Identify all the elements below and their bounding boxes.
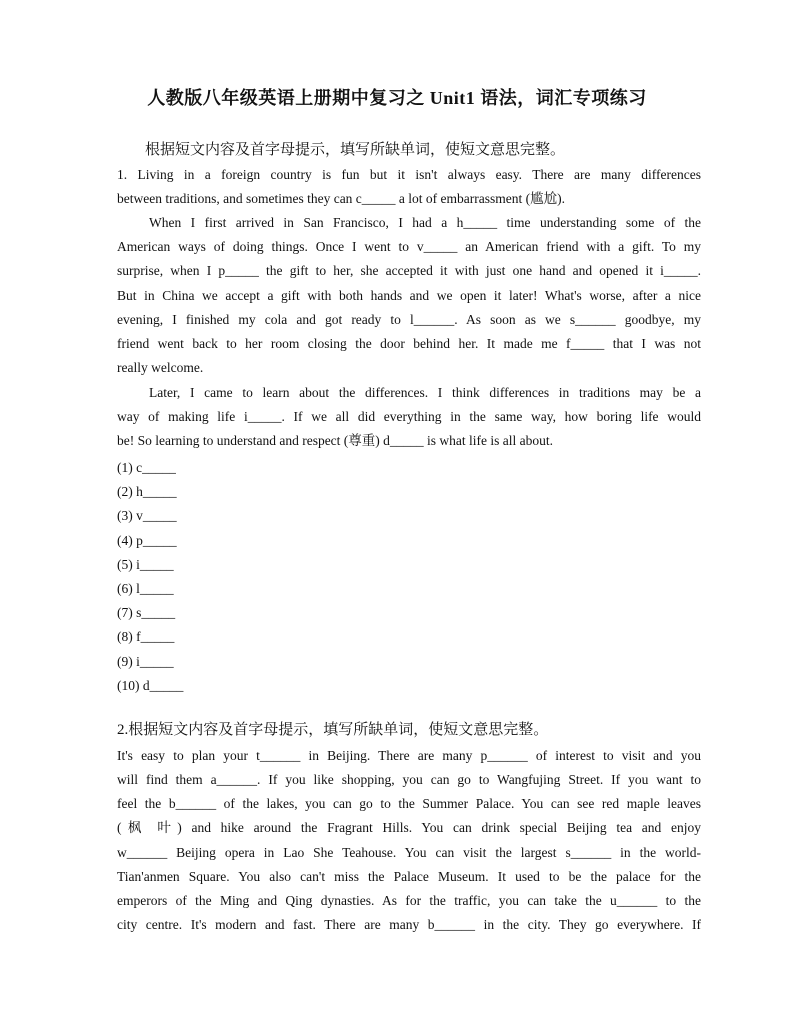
answer-blank-3[interactable]: (3) v_____ bbox=[117, 508, 177, 524]
answer-blank-2[interactable]: (2) h_____ bbox=[117, 484, 177, 500]
passage2-line: It's easy to plan your t______ in Beijing. There are many p______ of interest to visit and you bbox=[117, 748, 701, 763]
answer-blank-8[interactable]: (8) f_____ bbox=[117, 629, 175, 645]
passage2-line: will find them a______. If you like shopping, you can go to Wangfujing Street. If you want to bbox=[117, 772, 701, 787]
answer-blank-9[interactable]: (9) i_____ bbox=[117, 653, 174, 669]
passage1-line: But in China we accept a gift with both hands and we open it later! What's worse, after a nice bbox=[117, 288, 701, 303]
answer-blank-4[interactable]: (4) p_____ bbox=[117, 532, 177, 548]
passage1-line: surprise, when I p_____ the gift to her, she accepted it with just one hand and opened it i_____. bbox=[117, 263, 701, 278]
passage2-line: w______ Beijing opera in Lao She Teahouse. You can visit the largest s______ in the world- bbox=[117, 845, 701, 860]
passage2-line: (枫 叶) and hike around the Fragrant Hills. You can drink special Beijing tea and enjoy bbox=[117, 820, 701, 835]
passage1-line: When I first arrived in San Francisco, I had a h_____ time understanding some of the bbox=[149, 215, 701, 230]
passage1-line: 1. Living in a foreign country is fun but it isn't always easy. There are many differences bbox=[117, 167, 701, 182]
passage2-line: city centre. It's modern and fast. There are many b______ in the city. They go everywhere. If bbox=[117, 917, 701, 932]
passage1-line: between traditions, and sometimes they can c_____ a lot of embarrassment (尴尬). bbox=[117, 191, 565, 206]
page-title: 人教版八年级英语上册期中复习之 Unit1 语法，词汇专项练习 bbox=[147, 88, 647, 108]
passage1-line: friend went back to her room closing the door behind her. It made me f_____ that I was not bbox=[117, 336, 701, 351]
passage1-line: evening, I finished my cola and got ready to l______. As soon as we s______ goodbye, my bbox=[117, 312, 701, 327]
passage2-line: emperors of the Ming and Qing dynasties. As for the traffic, you can take the u______ to the bbox=[117, 893, 701, 908]
answer-blank-5[interactable]: (5) i_____ bbox=[117, 556, 174, 572]
passage1-line: be! So learning to understand and respect (尊重) d_____ is what life is all about. bbox=[117, 433, 554, 448]
section1-instruction: 根据短文内容及首字母提示，填写所缺单词，使短文意思完整。 bbox=[145, 142, 566, 158]
answer-blank-10[interactable]: (10) d_____ bbox=[117, 677, 184, 693]
passage2-line: Tian'anmen Square. You also can't miss the Palace Museum. It used to be the palace for the bbox=[117, 869, 701, 884]
answer-blank-7[interactable]: (7) s_____ bbox=[117, 605, 176, 621]
passage2-line: feel the b______ of the lakes, you can go to the Summer Palace. You can see red maple leaves bbox=[117, 796, 701, 811]
passage1-line: American ways of doing things. Once I went to v_____ an American friend with a gift. To my bbox=[117, 239, 701, 254]
answer-blank-1[interactable]: (1) c_____ bbox=[117, 460, 176, 475]
answer-blank-6[interactable]: (6) l_____ bbox=[117, 580, 174, 596]
passage1-line: way of making life i_____. If we all did everything in the same way, how boring life would bbox=[117, 409, 701, 424]
answer-list bbox=[117, 458, 183, 700]
section2-instruction: 2.根据短文内容及首字母提示，填写所缺单词，使短文意思完整。 bbox=[117, 722, 549, 738]
passage1-line: Later, I came to learn about the differences. I think differences in traditions may be a bbox=[149, 385, 701, 400]
passage1-line: really welcome. bbox=[117, 360, 204, 375]
